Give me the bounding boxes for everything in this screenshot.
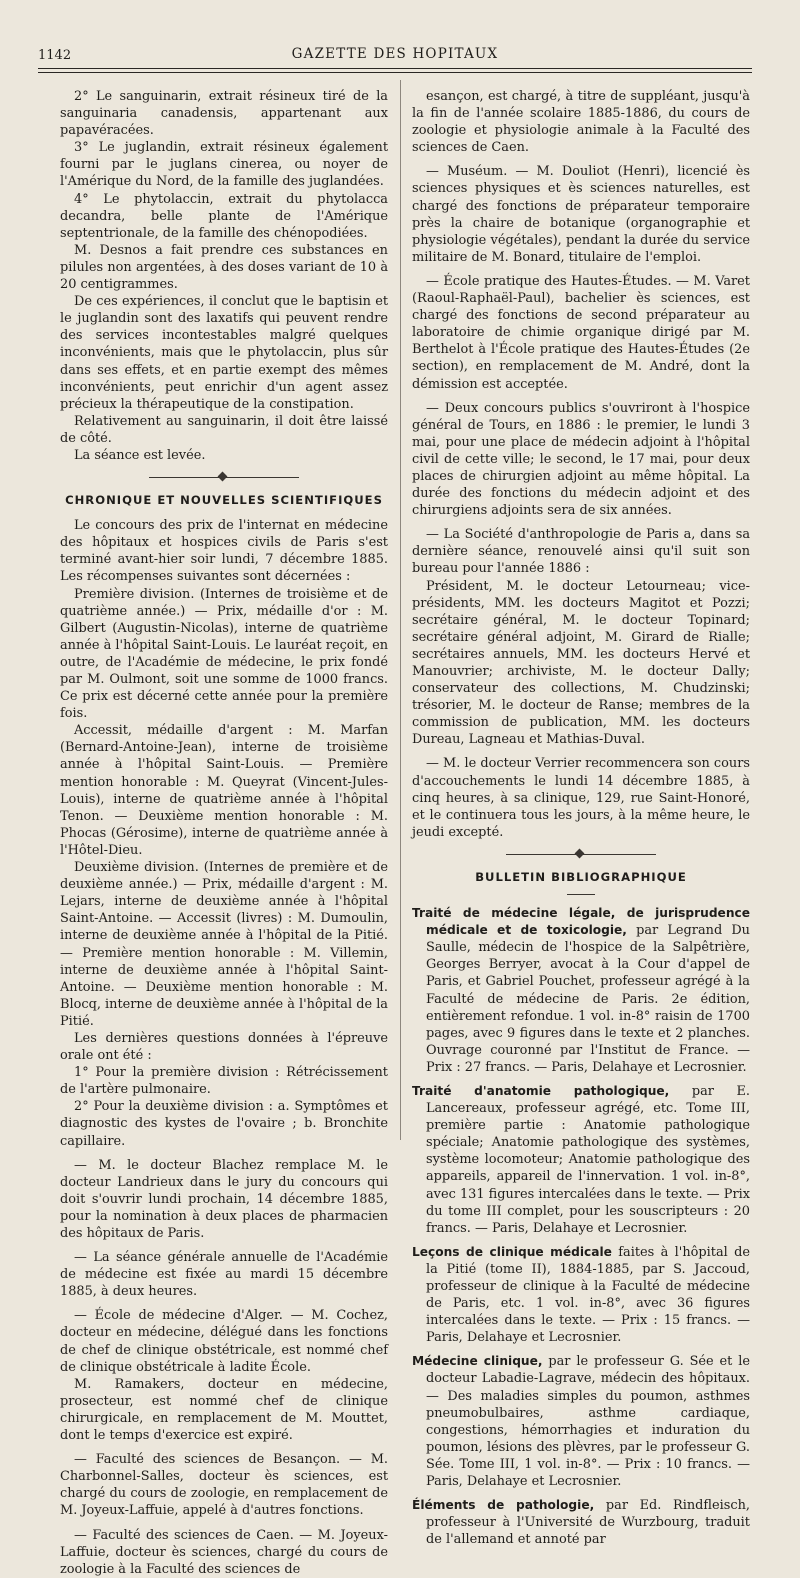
paragraph: — École pratique des Hautes-Études. — M. Varet (Raoul-Raphaël-Paul), bachelier ès sciences, est chargé des fonctions de second préparateur au laboratoire de chimie organique dirigé par M. Berthelot à l'École pratique des Hautes-Études (2e section), en remplacement de M. André, dont la démission est acceptée. — [412, 273, 750, 392]
section-ornament — [506, 849, 656, 861]
header-rule — [38, 68, 752, 73]
bibliography-entry — [412, 1497, 750, 1548]
paragraph: — La séance générale annuelle de l'Académie de médecine est fixée au mardi 15 décembre 1885, à deux heures. — [60, 1250, 388, 1300]
entry-title: Traité de médecine légale, de jurisprudence médicale et de toxicologie, — [412, 906, 750, 938]
section-ornament — [149, 472, 299, 484]
paragraph: Le concours des prix de l'internat en médecine des hôpitaux et hospices civils de Paris s'est terminé avant-hier soir lundi, 7 décembre 1885. Les récompenses suivantes sont décernées : — [60, 518, 388, 585]
paragraph: 2° Pour la deuxième division : a. Symptômes et diagnostic des kystes de l'ovaire ; b. Bronchite capillaire. — [60, 1099, 388, 1149]
paragraph: — Deux concours publics s'ouvriront à l'hospice général de Tours, en 1886 : le premier, le lundi 3 mai, pour une place de médecin adjoint à l'hôpital civil de cette ville; le second, le 17 mai, pour deux places de chirurgien adjoint au même hôpital. La durée des fonctions du médecin adjoint et des chirurgiens adjoints sera de six années. — [412, 400, 750, 519]
entry-body: par E. Lancereaux, professeur agrégé, etc. Tome III, première partie : Anatomie pathologique spéciale; Anatomie pathologique des systèmes, système locomoteur; Anatomie pathologique des appareils, appareil de l'innervation. 1 vol. in-8°, avec 131 figures intercalées dans le texte. — Prix du tome III complet, pour les souscripteurs : 20 francs. — Paris, Delahaye et Lecrosnier. — [426, 1083, 750, 1236]
entry-title: Traité d'anatomie pathologique, — [412, 1083, 670, 1098]
paragraph: Relativement au sanguinarin, il doit être laissé de côté. — [60, 413, 388, 446]
paragraph: De ces expériences, il conclut que le baptisin et le juglandin sont des laxatifs qui peuvent rendre des services incontestables malgré quelques inconvénients, mais que le phytolaccin, plus sûr dans ses effets, et en partie exempt des mêmes inconvénients, peut enrichir d'un agent assez précieux la thérapeutique de la constipation. — [60, 294, 388, 412]
paragraph: — Faculté des sciences de Besançon. — M. Charbonnel-Salles, docteur ès sciences, est chargé du cours de zoologie, en remplacement de M. Joyeux-Laffuie, appelé à d'autres fonctions. — [60, 1452, 388, 1519]
entry-title: Leçons de clinique médicale — [412, 1244, 612, 1259]
paragraph: Accessit, médaille d'argent : M. Marfan (Bernard-Antoine-Jean), interne de troisième année à l'hôpital Saint-Louis. — Première mention honorable : M. Queyrat (Vincent-Jules-Louis), interne de quatrième année à l'hôpital Tenon. — Deuxième mention honorable : M. Phocas (Gérosime), interne de quatrième année à l'Hôtel-Dieu. — [60, 723, 388, 858]
paragraph: Président, M. le docteur Letourneau; vice-présidents, MM. les docteurs Magitot et Pozzi; secrétaire général, M. le docteur Topinard; secrétaire général adjoint, M. Girard de Rialle; secrétaires annuels, MM. les docteurs Hervé et Manouvrier; archiviste, M. le docteur Dally; conservateur des collections, M. Chudzinski; trésorier, M. le docteur de Ranse; membres de la commission de publication, MM. les docteurs Dureau, Lagneau et Mathias-Duval. — [412, 578, 750, 748]
journal-title: GAZETTE DES HOPITAUX — [291, 46, 499, 62]
paragraph: — Muséum. — M. Douliot (Henri), licencié ès sciences physiques et ès sciences naturelles, est chargé des fonctions de préparateur temporaire près la chaire de botanique (organographie et physiologie végétales), pendant la durée du service militaire de M. Bonard, titulaire de l'emploi. — [412, 164, 750, 265]
section-title-bulletin: BULLETIN BIBLIOGRAPHIQUE — [475, 869, 687, 884]
bibliography-entry — [412, 1353, 750, 1490]
paragraph: 4° Le phytolaccin, extrait du phytolacca decandra, belle plante de l'Amérique septentrionale, de la famille des chénopodiées. — [60, 191, 388, 241]
bibliography-entry — [412, 1244, 750, 1347]
paragraph: — M. le docteur Verrier recommencera son cours d'accouchements le lundi 14 décembre 1885, à cinq heures, à sa clinique, 129, rue Saint-Honoré, et le continuera tous les jours, à la même heure, le jeudi excepté. — [412, 756, 750, 840]
entry-body: par le professeur G. Sée et le docteur Labadie-Lagrave, médecin des hôpitaux. — Des maladies simples du poumon, asthmes pneumobulbaires, asthme cardiaque, congestions, hémorrhagies et induration du poumon, lésions des plèvres, par le professeur G. Sée. Tome III, 1 vol. in-8°. — Prix : 10 francs. — Paris, Delahaye et Lecrosnier. — [426, 1354, 750, 1490]
entry-body: par Ed. Rindfleisch, professeur à l'Université de Wurzbourg, traduit de l'allemand et annoté par — [426, 1498, 750, 1548]
bibliography-list — [412, 905, 750, 1548]
paragraph: Deuxième division. (Internes de première et de deuxième année.) — Prix, médaille d'argent : M. Lejars, interne de deuxième année à l'hôpital Saint-Antoine. — Accessit (livres) : M. Dumoulin, interne de deuxième année à l'hôpital de la Pitié. — Première mention honorable : M. Villemin, interne de deuxième année à l'hôpital Saint-Antoine. — Deuxième mention honorable : M. Blocq, interne de deuxième année à l'hôpital de la Pitié. — [60, 860, 388, 1029]
page-header — [38, 44, 752, 66]
entry-title: Éléments de pathologie, — [412, 1498, 595, 1513]
paragraph: — École de médecine d'Alger. — M. Cochez, docteur en médecine, délégué dans les fonctions de chef de clinique obstétricale, est nommé chef de clinique obstétricale à ladite École. — [60, 1308, 388, 1375]
paragraph: Première division. (Internes de troisième et de quatrième année.) — Prix, médaille d'or : M. Gilbert (Augustin-Nicolas), interne de quatrième année à l'hôpital Saint-Louis. Le lauréat reçoit, en outre, de l'Académie de médecine, le prix fondé par M. Oulmont, soit une somme de 1000 francs. Ce prix est décerné cette année pour la première fois. — [60, 586, 388, 722]
paragraph: M. Ramakers, docteur en médecine, prosecteur, est nommé chef de clinique chirurgicale, en remplacement de M. Mouttet, dont le temps d'exercice est expiré. — [60, 1376, 388, 1444]
page-number: 1142 — [38, 48, 72, 63]
left-column — [60, 88, 388, 1578]
paragraph: M. Desnos a fait prendre ces substances en pilules non argentées, à des doses variant de 10 à 20 centigrammes. — [60, 242, 388, 293]
paragraph: 3° Le juglandin, extrait résineux également fourni par le juglans cinerea, ou noyer de l'Amérique du Nord, de la famille des juglandées. — [60, 140, 388, 190]
column-divider — [400, 80, 401, 1140]
right-column — [412, 88, 750, 1548]
paragraph: Les dernières questions données à l'épreuve orale ont été : — [60, 1030, 388, 1064]
paragraph: — Faculté des sciences de Caen. — M. Joyeux-Laffuie, docteur ès sciences, chargé du cours de zoologie à la Faculté des sciences de — [60, 1527, 388, 1577]
paragraph: — M. le docteur Blachez remplace M. le docteur Landrieux dans le jury du concours qui doit s'ouvrir lundi prochain, 14 décembre 1885, pour la nomination à deux places de pharmacien des hôpitaux de Paris. — [60, 1157, 388, 1241]
bibliography-entry — [412, 1083, 750, 1237]
entry-body: par Legrand Du Saulle, médecin de l'hospice de la Salpêtrière, Georges Berryer, avocat à la Cour d'appel de Paris, et Gabriel Pouchet, professeur agrégé à la Faculté de médecine de Paris. 2e édition, entièrement refondue. 1 vol. in-8° raisin de 1700 pages, avec 9 figures dans le texte et 2 planches. Ouvrage couronné par l'Institut de France. — Prix : 27 francs. — Paris, Delahaye et Lecrosnier. — [426, 923, 750, 1075]
section-title-chronique: CHRONIQUE ET NOUVELLES SCIENTIFIQUES — [65, 493, 383, 508]
paragraph: 1° Pour la première division : Rétrécissement de l'artère pulmonaire. — [60, 1065, 388, 1098]
paragraph: La séance est levée. — [74, 447, 206, 463]
entry-title: Médecine clinique, — [412, 1354, 543, 1369]
short-rule — [567, 894, 595, 895]
paragraph: — La Société d'anthropologie de Paris a, dans sa dernière séance, renouvelé ainsi qu'il suit son bureau pour l'année 1886 : — [412, 527, 750, 577]
paragraph: 2° Le sanguinarin, extrait résineux tiré de la sanguinaria canadensis, appartenant aux papavéracées. — [60, 89, 388, 139]
bibliography-entry — [412, 905, 750, 1076]
entry-body: faites à l'hôpital de la Pitié (tome II), 1884-1885, par S. Jaccoud, professeur de clinique à la Faculté de médecine de Paris, etc. 1 vol. in-8°, avec 36 figures intercalées dans le texte. — Prix : 15 francs. — Paris, Delahaye et Lecrosnier. — [426, 1244, 750, 1346]
paragraph: esançon, est chargé, à titre de suppléant, jusqu'à la fin de l'année scolaire 1885-1886, du cours de zoologie et physiologie animale à la Faculté des sciences de Caen. — [412, 89, 750, 156]
